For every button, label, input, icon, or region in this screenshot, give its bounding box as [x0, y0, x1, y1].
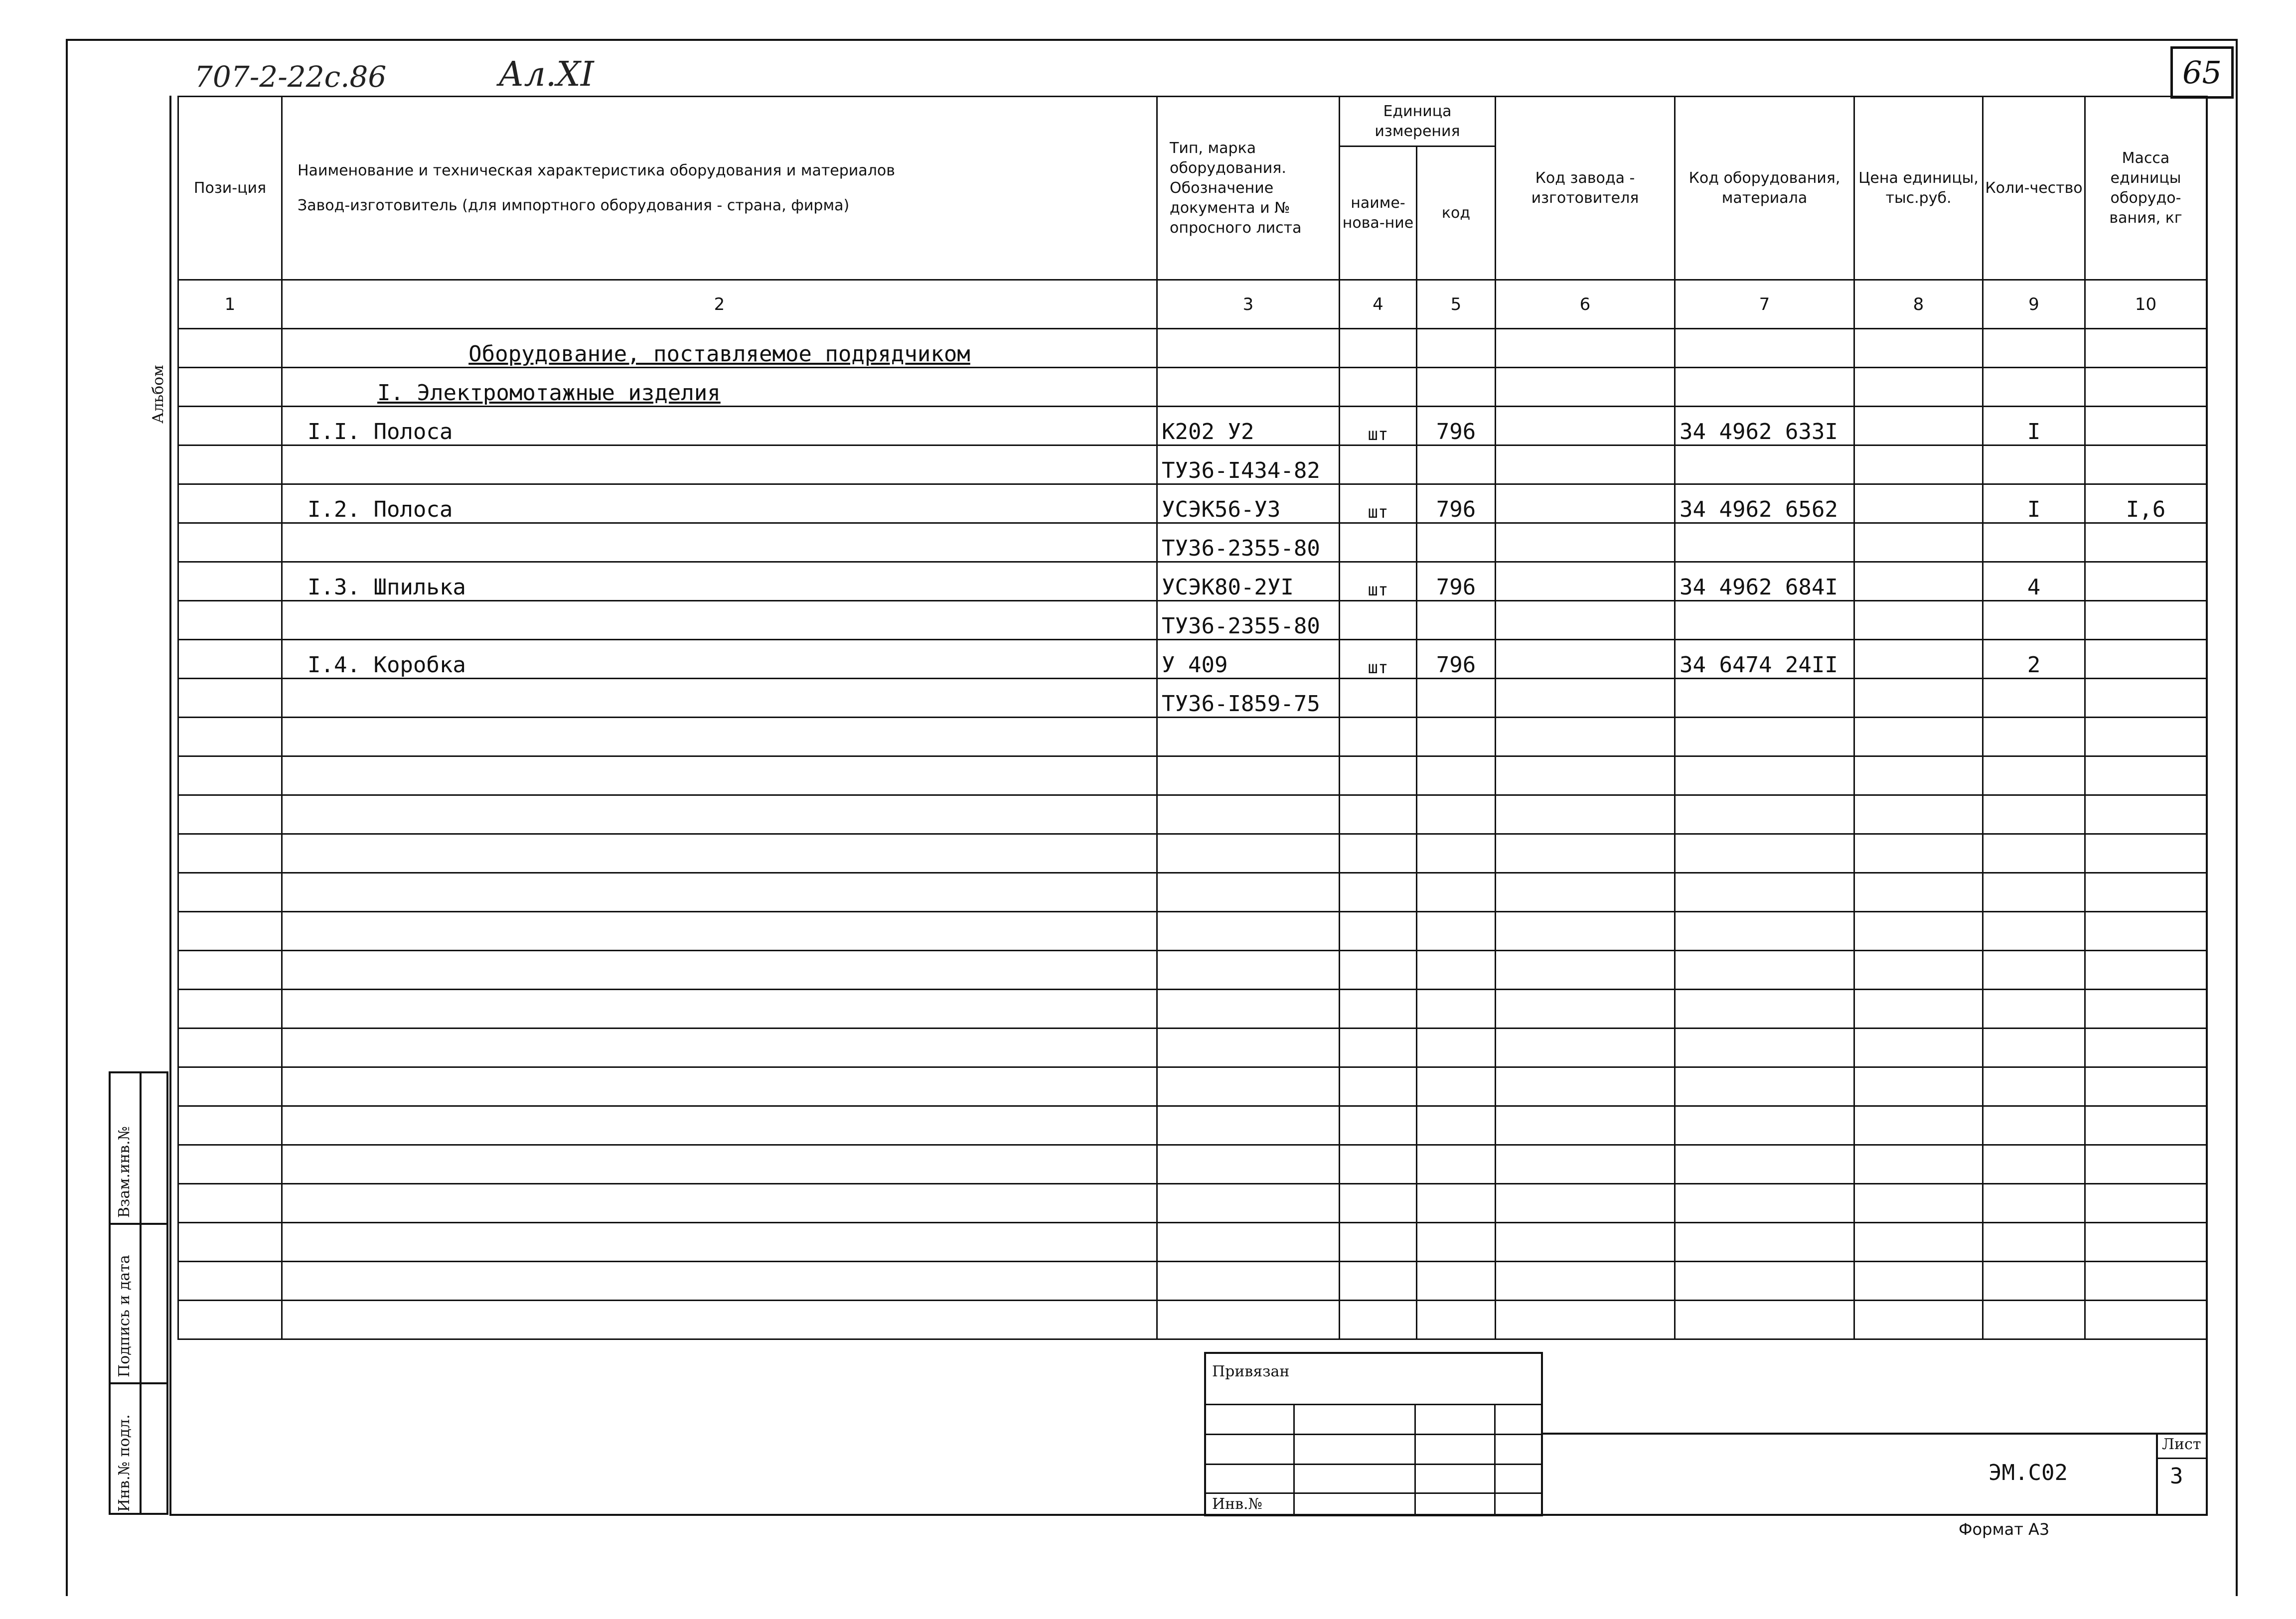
table-row — [178, 368, 2207, 407]
list-number: 3 — [2170, 1464, 2183, 1489]
item-type: УСЭК56-У3 — [1157, 484, 1340, 523]
empty-table-row — [178, 873, 2207, 912]
vzam-inv-label: Взам.инв.№ — [116, 1126, 133, 1218]
inv-podl-label: Инв.№ подл. — [116, 1414, 133, 1512]
item-unit-code: 796 — [1417, 640, 1496, 679]
item-unit: шт — [1340, 484, 1417, 523]
item-name: I.2. Полоса — [282, 484, 1157, 523]
col-mass-header: Масса единицы оборудо-вания, кг — [2085, 97, 2207, 280]
col-name-line2: Завод-изготовитель (для импортного оборудования - страна, фирма) — [298, 196, 850, 214]
sidebar-stamp — [109, 1071, 168, 1515]
subsection-title: I. Электромотажные изделия — [282, 368, 1157, 407]
item-doc: ТУ36-2355-80 — [1157, 523, 1340, 562]
table-row — [178, 484, 2207, 523]
item-mass — [2085, 562, 2207, 601]
empty-table-row — [178, 1184, 2207, 1223]
column-number: 1 — [178, 280, 282, 329]
item-doc: ТУ36-I859-75 — [1157, 679, 1340, 718]
column-number: 2 — [282, 280, 1157, 329]
col-unit-code-header: код — [1417, 147, 1496, 280]
col-factory-code-header: Код завода - изготовителя — [1496, 97, 1675, 280]
item-material-code: 34 4962 633I — [1675, 407, 1854, 445]
col-unit-name-header: наиме-нова-ние — [1340, 147, 1417, 280]
empty-table-row — [178, 1262, 2207, 1301]
item-mass: I,6 — [2085, 484, 2207, 523]
column-number: 10 — [2085, 280, 2207, 329]
album-number: Ал.XI — [498, 55, 594, 94]
item-unit: шт — [1340, 407, 1417, 445]
item-doc: ТУ36-2355-80 — [1157, 601, 1340, 640]
item-quantity: I — [1983, 484, 2085, 523]
podpis-label: Подпись и дата — [116, 1255, 133, 1377]
item-quantity: 4 — [1983, 562, 2085, 601]
column-number: 9 — [1983, 280, 2085, 329]
item-material-code: 34 4962 684I — [1675, 562, 1854, 601]
inv-label: Инв.№ — [1212, 1495, 1262, 1513]
drawing-code: 707-2-22с.86 — [194, 60, 387, 94]
header-row-1 — [178, 97, 2207, 147]
item-type: К202 У2 — [1157, 407, 1340, 445]
item-material-code: 34 6474 24II — [1675, 640, 1854, 679]
column-number: 8 — [1854, 280, 1983, 329]
item-quantity: 2 — [1983, 640, 2085, 679]
table-row — [178, 562, 2207, 601]
column-number-row — [178, 280, 2207, 329]
column-number: 5 — [1417, 280, 1496, 329]
item-name: I.3. Шпилька — [282, 562, 1157, 601]
item-mass — [2085, 640, 2207, 679]
title-block-line — [1543, 1433, 2206, 1435]
empty-table-row — [178, 990, 2207, 1029]
item-unit: шт — [1340, 562, 1417, 601]
list-box — [2156, 1433, 2206, 1514]
item-unit-code: 796 — [1417, 484, 1496, 523]
empty-table-row — [178, 1029, 2207, 1067]
table-row — [178, 445, 2207, 484]
left-border — [169, 96, 171, 1516]
table-row — [178, 640, 2207, 679]
item-type: УСЭК80-2УI — [1157, 562, 1340, 601]
empty-table-row — [178, 1223, 2207, 1262]
col-name-header — [282, 97, 1157, 280]
col-position-header: Пози-ция — [178, 97, 282, 280]
empty-table-row — [178, 834, 2207, 873]
list-label: Лист — [2162, 1436, 2201, 1453]
specification-table — [177, 96, 2207, 1340]
table-row — [178, 523, 2207, 562]
item-material-code: 34 4962 6562 — [1675, 484, 1854, 523]
item-name: I.4. Коробка — [282, 640, 1157, 679]
col-name-line1: Наименование и техническая характеристика оборудования и материалов — [298, 161, 895, 179]
table-bottom-line — [169, 1514, 2208, 1516]
empty-table-row — [178, 1301, 2207, 1339]
empty-table-row — [178, 756, 2207, 795]
col-quantity-header: Коли-чество — [1983, 97, 2085, 280]
item-unit-code: 796 — [1417, 407, 1496, 445]
empty-table-row — [178, 912, 2207, 951]
section-title: Оборудование, поставляемое подрядчиком — [282, 329, 1157, 368]
item-doc: ТУ36-I434-82 — [1157, 445, 1340, 484]
col-unit-header: Единица измерения — [1340, 97, 1496, 147]
empty-table-row — [178, 795, 2207, 834]
privyazan-stamp — [1204, 1352, 1543, 1516]
empty-rows — [178, 718, 2207, 1339]
document-code: ЭМ.С02 — [1989, 1460, 2068, 1485]
empty-table-row — [178, 1067, 2207, 1106]
item-name: I.I. Полоса — [282, 407, 1157, 445]
table-row — [178, 407, 2207, 445]
column-number: 6 — [1496, 280, 1675, 329]
item-quantity: I — [1983, 407, 2085, 445]
col-price-header: Цена единицы, тыс.руб. — [1854, 97, 1983, 280]
table-row — [178, 329, 2207, 368]
col-type-header: Тип, марка оборудования. Обозначение документа и № опросного листа — [1157, 97, 1340, 280]
format-label: Формат А3 — [1959, 1520, 2050, 1539]
sheet-page-number: 65 — [2170, 46, 2234, 99]
empty-table-row — [178, 1145, 2207, 1184]
item-unit-code: 796 — [1417, 562, 1496, 601]
empty-table-row — [178, 1106, 2207, 1145]
item-type: У 409 — [1157, 640, 1340, 679]
column-number: 4 — [1340, 280, 1417, 329]
item-mass — [2085, 407, 2207, 445]
item-unit: шт — [1340, 640, 1417, 679]
table-row — [178, 679, 2207, 718]
table-row — [178, 601, 2207, 640]
column-number: 3 — [1157, 280, 1340, 329]
column-number: 7 — [1675, 280, 1854, 329]
col-material-code-header: Код оборудования, материала — [1675, 97, 1854, 280]
empty-table-row — [178, 951, 2207, 990]
empty-table-row — [178, 718, 2207, 756]
privyazan-label: Привязан — [1212, 1363, 1290, 1380]
album-side-label: Альбом — [150, 365, 167, 424]
